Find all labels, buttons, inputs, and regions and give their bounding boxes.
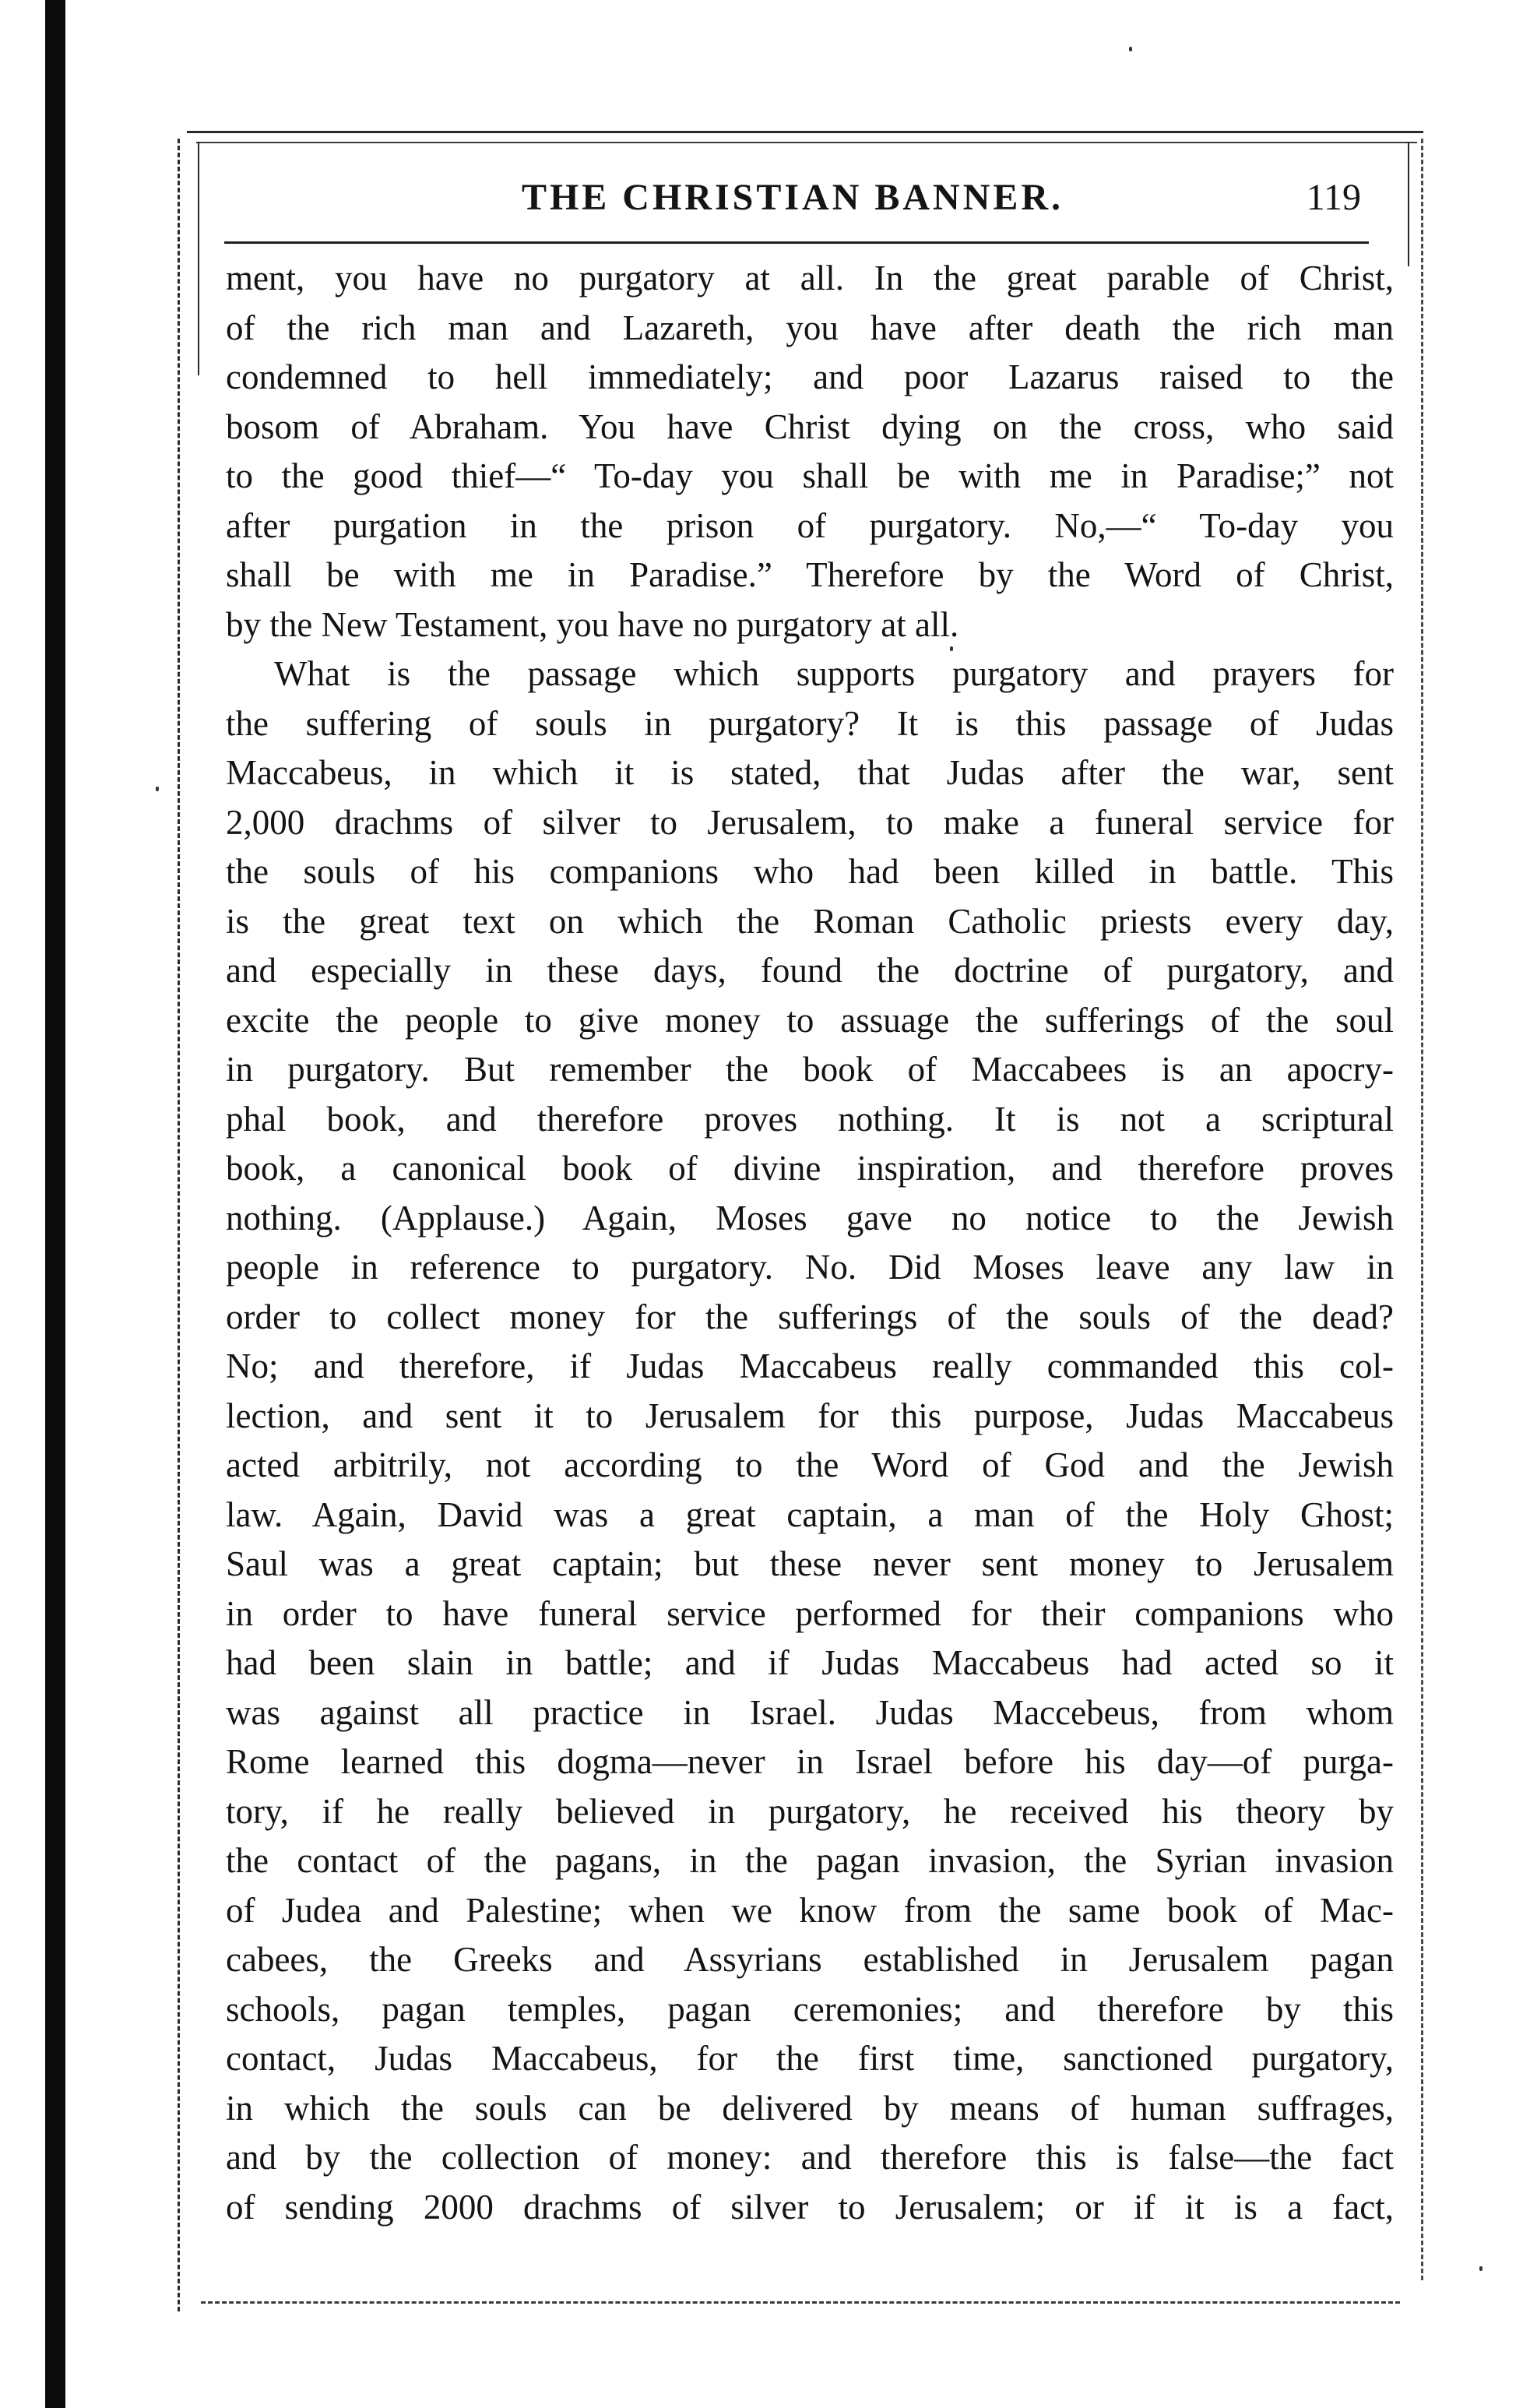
text-line: in order to have funeral service performed for their companions who <box>226 1593 1394 1633</box>
paragraph <box>226 254 1394 650</box>
bottom-rule <box>201 2301 1400 2304</box>
text-line: tory, if he really believed in purgatory, he received his theory by <box>226 1791 1394 1831</box>
text-line: phal book, and therefore proves nothing. It is not a scriptural <box>226 1099 1394 1139</box>
text-line: the contact of the pagans, in the pagan invasion, the Syrian invasion <box>226 1841 1394 1880</box>
top-rule <box>187 131 1423 133</box>
right-border <box>1421 139 1423 2280</box>
text-line: schools, pagan temples, pagan ceremonies; and therefore by this <box>226 1989 1394 2029</box>
text-line: 2,000 drachms of silver to Jerusalem, to make a funeral service for <box>226 802 1394 842</box>
paragraph <box>226 650 1394 2232</box>
text-line: was against all practice in Israel. Judas Maccebeus, from whom <box>226 1692 1394 1732</box>
header-rule <box>224 241 1369 244</box>
left-border <box>178 139 180 2311</box>
text-line: No; and therefore, if Judas Maccabeus really commanded this col- <box>226 1347 1394 1385</box>
text-line: order to collect money for the sufferings of the souls of the dead? <box>226 1297 1394 1336</box>
print-speck <box>950 646 953 651</box>
text-line: in purgatory. But remember the book of Maccabees is an apocry- <box>226 1050 1394 1089</box>
text-line: and by the collection of money: and therefore this is false—the fact <box>226 2138 1394 2177</box>
text-line: the souls of his companions who had been killed in battle. This <box>226 852 1394 891</box>
page-number: 119 <box>1306 177 1361 218</box>
text-line: What is the passage which supports purgatory and prayers for <box>274 654 1394 693</box>
text-line: acted arbitrily, not according to the Word of God and the Jewish <box>226 1445 1394 1484</box>
text-line: law. Again, David was a great captain, a man of the Holy Ghost; <box>226 1494 1394 1534</box>
text-line: by the New Testament, you have no purgatory at all. <box>226 604 959 644</box>
page-header <box>178 165 1423 227</box>
text-line: cabees, the Greeks and Assyrians established in Jerusalem pagan <box>226 1940 1394 1979</box>
text-line: of the rich man and Lazareth, you have after death the rich man <box>226 308 1394 347</box>
text-line: condemned to hell immediately; and poor Lazarus raised to the <box>226 357 1394 396</box>
text-line: ment, you have no purgatory at all. In the great parable of Christ, <box>226 259 1394 297</box>
text-line: and especially in these days, found the doctrine of purgatory, and <box>226 951 1394 990</box>
text-line: nothing. (Applause.) Again, Moses gave no notice to the Jewish <box>226 1198 1394 1237</box>
running-title: THE CHRISTIAN BANNER. <box>521 177 1064 218</box>
text-line: to the good thief—“ To-day you shall be with me in Paradise;” not <box>226 456 1394 495</box>
text-line: of Judea and Palestine; when we know from the same book of Mac- <box>226 1890 1394 1930</box>
text-line: Saul was a great captain; but these never sent money to Jerusalem <box>226 1544 1394 1583</box>
top-rule-inner <box>196 142 1417 143</box>
text-line: had been slain in battle; and if Judas Maccabeus had acted so it <box>226 1643 1394 1682</box>
body-text <box>226 254 1394 2232</box>
print-speck <box>156 787 159 791</box>
text-line: book, a canonical book of divine inspiration, and therefore proves <box>226 1149 1394 1188</box>
page-frame <box>178 131 1423 2311</box>
text-line: is the great text on which the Roman Catholic priests every day, <box>226 901 1394 941</box>
text-line: of sending 2000 drachms of silver to Jerusalem; or if it is a fact, <box>226 2187 1394 2227</box>
print-speck <box>1479 2266 1483 2271</box>
text-line: bosom of Abraham. You have Christ dying on the cross, who said <box>226 407 1394 446</box>
text-line: excite the people to give money to assuage the sufferings of the soul <box>226 1000 1394 1040</box>
text-line: Rome learned this dogma—never in Israel before his day—of purga- <box>226 1742 1394 1781</box>
text-line: shall be with me in Paradise.” Therefore by the Word of Christ, <box>226 555 1394 594</box>
print-speck <box>1129 47 1132 51</box>
binding-edge <box>45 0 65 2408</box>
text-line: lection, and sent it to Jerusalem for this purpose, Judas Maccabeus <box>226 1396 1394 1435</box>
text-line: contact, Judas Maccabeus, for the first time, sanctioned purgatory, <box>226 2039 1394 2078</box>
text-line: in which the souls can be delivered by means of human suffrages, <box>226 2088 1394 2128</box>
text-line: the suffering of souls in purgatory? It is this passage of Judas <box>226 703 1394 743</box>
text-line: people in reference to purgatory. No. Did Moses leave any law in <box>226 1248 1394 1287</box>
text-line: Maccabeus, in which it is stated, that Judas after the war, sent <box>226 753 1394 792</box>
text-line: after purgation in the prison of purgatory. No,—“ To-day you <box>226 505 1394 545</box>
